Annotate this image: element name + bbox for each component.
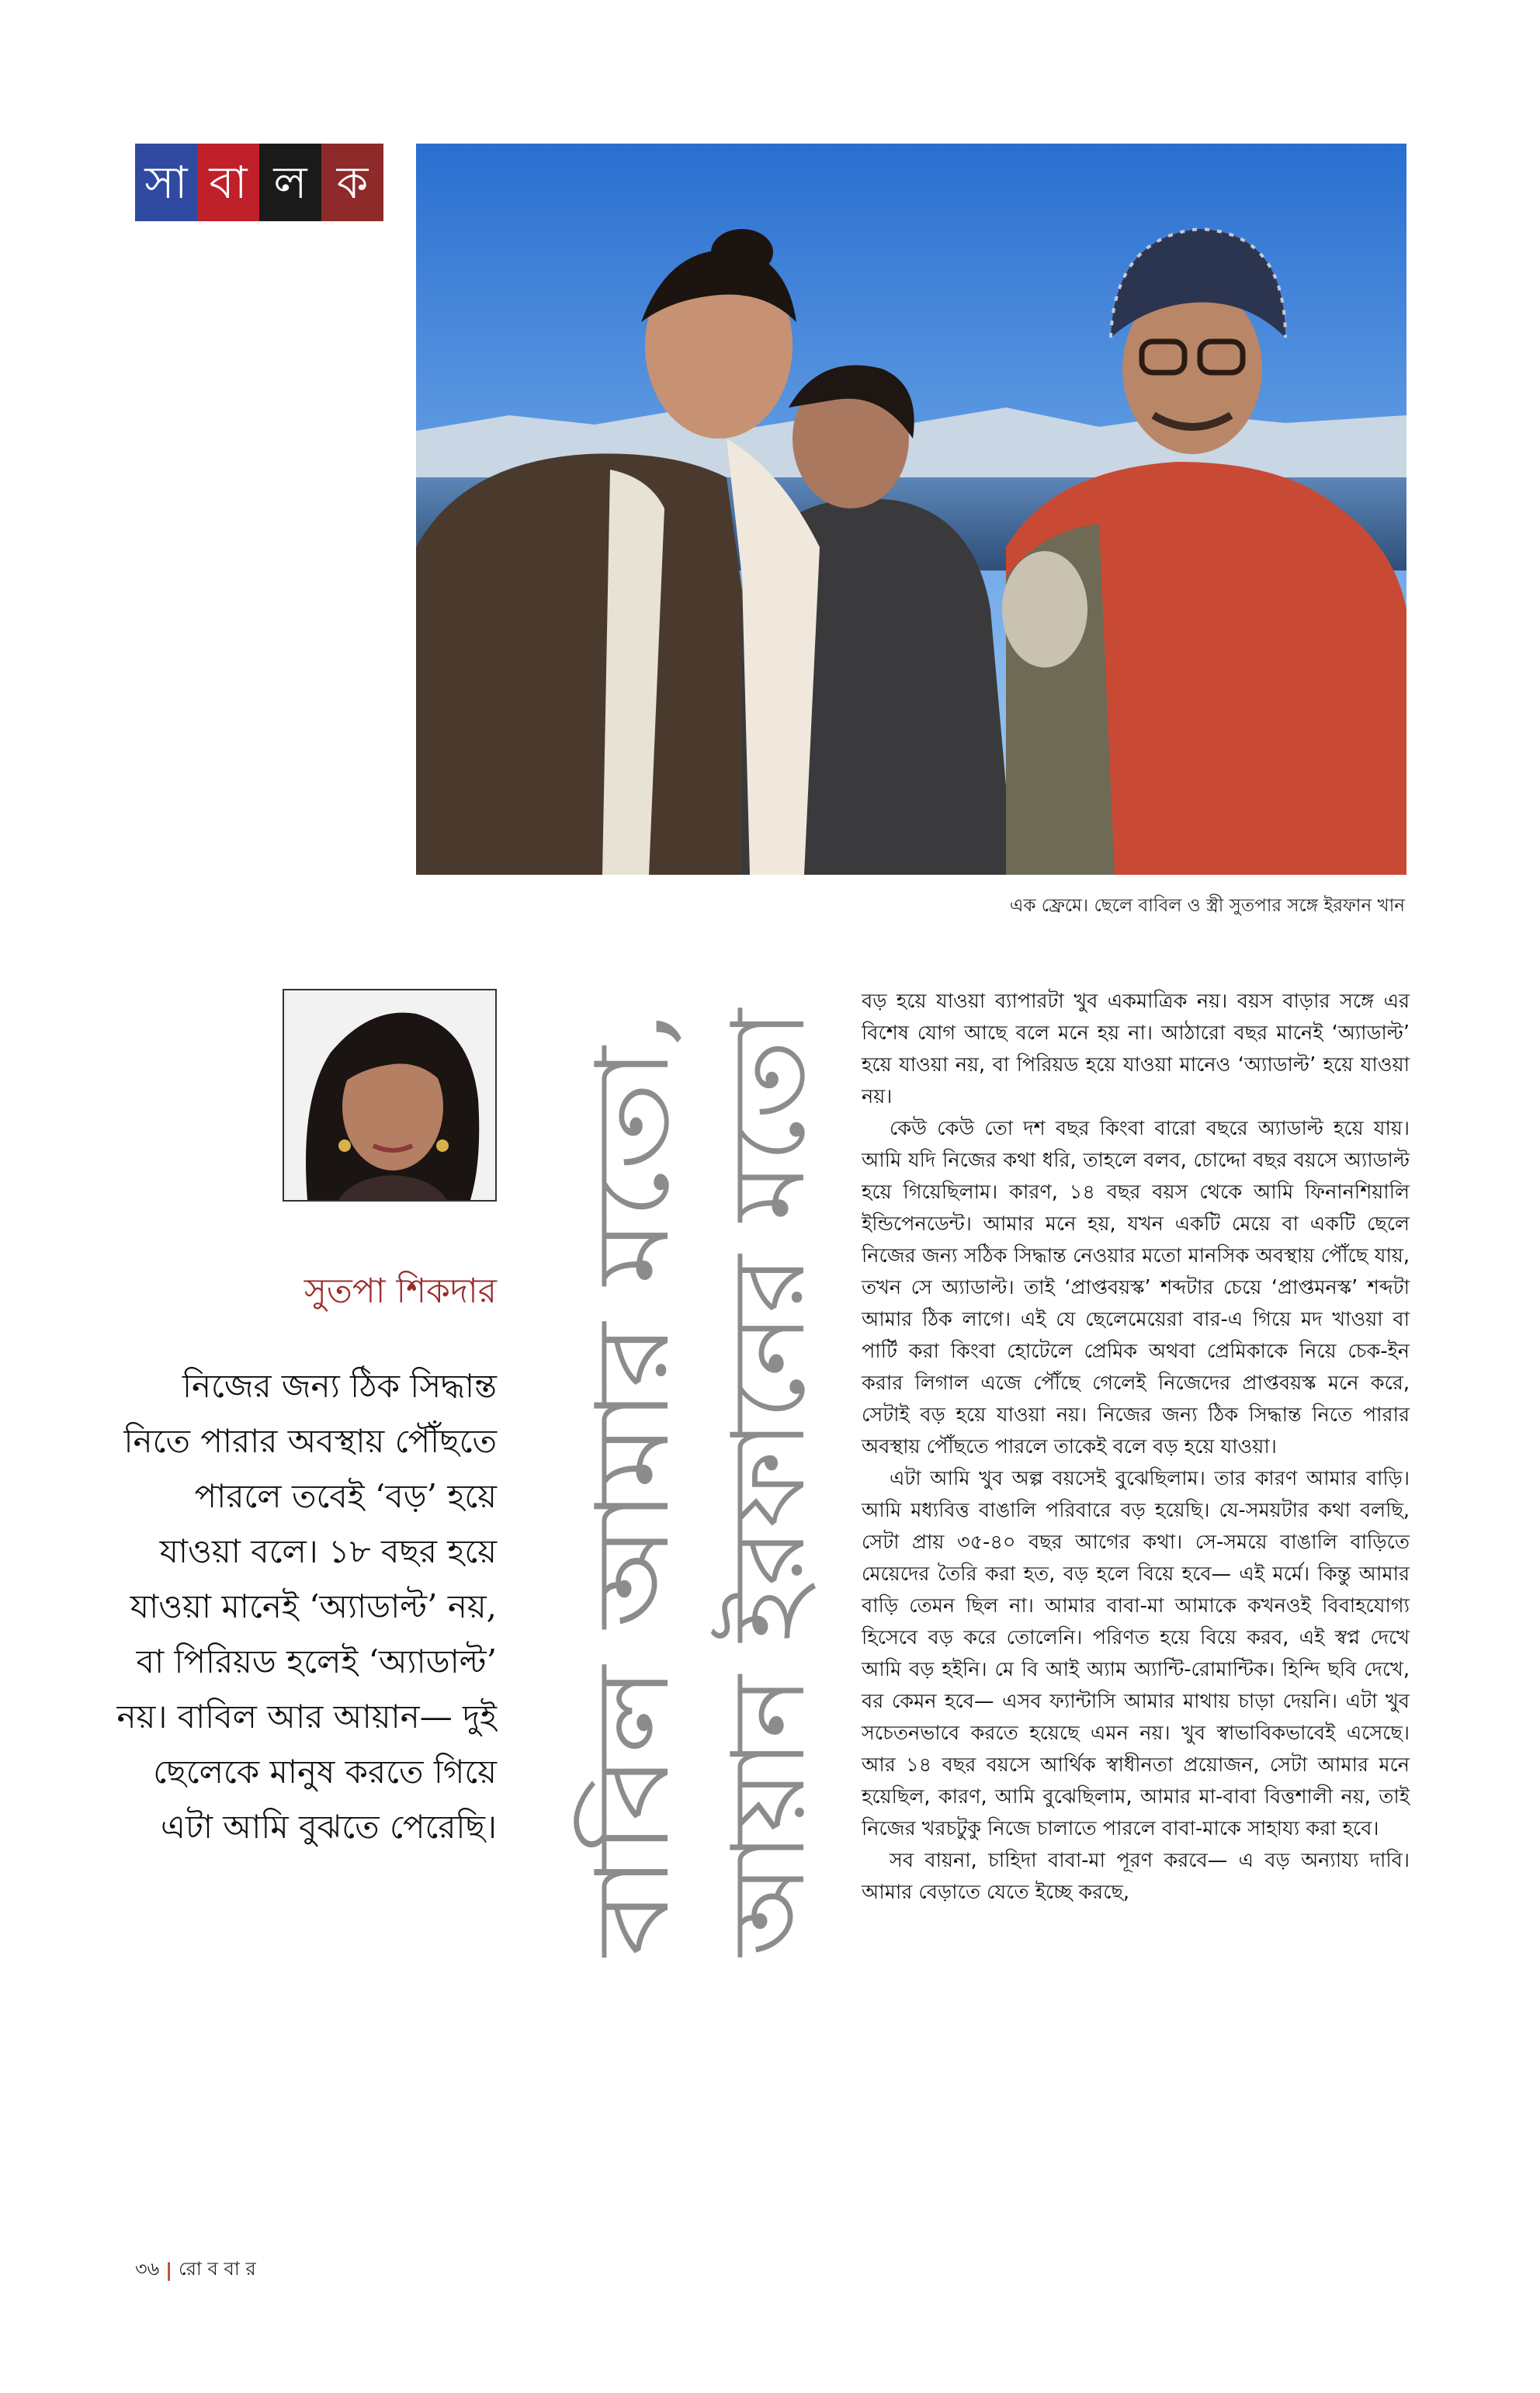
page-number: ৩৬: [135, 2258, 160, 2280]
headline-line-1: বাবিল আমার মতো,: [574, 1153, 692, 1956]
author-name: সুতপা শিকদার: [303, 1271, 497, 1311]
author-portrait-illustration: [284, 990, 495, 1200]
article-paragraph: সব বায়না, চাহিদা বাবা-মা পূরণ করবে— এ বড় অন্যায্য দাবি। আমার বেড়াতে যেতে ইচ্ছে করছে,: [862, 1849, 1410, 1904]
article-paragraph: বড় হয়ে যাওয়া ব্যাপারটা খুব একমাত্রিক নয়। বয়স বাড়ার সঙ্গে এর বিশেষ যোগ আছে বলে মনে হয় না। আঠারো বছর মানেই ‘অ্যাডাল্ট’ হয়ে যাওয়া নয়, বা পিরিয়ড হয়ে যাওয়া মানেও ‘অ্যাডাল্ট’ হয়ে যাওয়া নয়।: [862, 990, 1410, 1108]
page-footer: [135, 2255, 256, 2286]
author-photo: [283, 989, 497, 1202]
family-photo-illustration: [416, 144, 1406, 875]
footer-divider: |: [165, 2259, 172, 2281]
section-logo: [135, 144, 383, 221]
article-body: [862, 986, 1410, 1909]
main-photo: [416, 144, 1406, 875]
section-logo-letter: ল: [259, 144, 321, 221]
pull-quote: নিজের জন্য ঠিক সিদ্ধান্ত নিতে পারার অবস্থায় পৌঁছতে পারলে তবেই ‘বড়’ হয়ে যাওয়া বলে। ১৮ বছর হয়ে যাওয়া মানেই ‘অ্যাডাল্ট’ নয়, বা পিরিয়ড হলেই ‘অ্যাডাল্ট’ নয়। বাবিল আর আয়ান— দুই ছেলেকে মানুষ করতে গিয়ে এটা আমি বুঝতে পেরেছি।: [116, 1367, 497, 1846]
headline-line-2: আয়ান ইরফানের মতো: [709, 1056, 827, 1956]
magazine-name: রো ব বা র: [178, 2258, 256, 2280]
section-logo-letter: ক: [321, 144, 383, 221]
section-logo-letter: বা: [197, 144, 259, 221]
headline: [536, 986, 846, 1987]
section-logo-letter: সা: [135, 144, 197, 221]
photo-caption: এক ফ্রেমে। ছেলে বাবিল ও স্ত্রী সুতপার সঙ্গে ইরফান খান: [1009, 896, 1405, 916]
article-paragraph: এটা আমি খুব অল্প বয়সেই বুঝেছিলাম। তার কারণ আমার বাড়ি। আমি মধ্যবিত্ত বাঙালি পরিবারে বড় হয়েছি। যে-সময়টার কথা বলছি, সেটা প্রায় ৩৫-৪০ বছর আগের কথা। সে-সময়ে বাঙালি বাড়িতে মেয়েদের তৈরি করা হত, বড় হলে বিয়ে হবে— এই মর্মে। কিন্তু আমার বাড়ি তেমন ছিল না। আমার বাবা-মা আমাকে কখনওই বিবাহযোগ্য হিসেবে বড় করে তোলেনি। পরিণত হয়ে বিয়ে করব, এই স্বপ্ন দেখে আমি বড় হইনি। মে বি আই অ্যাম অ্যান্টি-রোমান্টিক। হিন্দি ছবি দেখে, বর কেমন হবে— এসব ফ্যান্টাসি আমার মাথায় চাড়া দেয়নি। এটা খুব সচেতনভাবে করতে হয়েছে এমন নয়। খুব স্বাভাবিকভাবেই এসেছে। আর ১৪ বছর বয়সে আর্থিক স্বাধীনতা প্রয়োজন, সেটা আমার মনে হয়েছিল, কারণ, আমি বুঝেছিলাম, আমার মা-বাবা বিত্তশালী নয়, তাই নিজের খরচটুকু নিজে চালাতে পারলে বাবা-মাকে সাহায্য করা হবে।: [862, 1467, 1410, 1840]
article-paragraph: কেউ কেউ তো দশ বছর কিংবা বারো বছরে অ্যাডাল্ট হয়ে যায়। আমি যদি নিজের কথা ধরি, তাহলে বলব, চোদ্দো বছর বয়সে অ্যাডাল্ট হয়ে গিয়েছিলাম। কারণ, ১৪ বছর বয়স থেকে আমি ফিনানশিয়ালি ইন্ডিপেনডেন্ট। আমার মনে হয়, যখন একটি মেয়ে বা একটি ছেলে নিজের জন্য সঠিক সিদ্ধান্ত নেওয়ার মতো মানসিক অবস্থায় পৌঁছে যায়, তখন সে অ্যাডাল্ট। তাই ‘প্রাপ্তবয়স্ক’ শব্দটার চেয়ে ‘প্রাপ্তমনস্ক’ শব্দটা আমার ঠিক লাগে। এই যে ছেলেমেয়েরা বার-এ গিয়ে মদ খাওয়া বা পার্টি করা কিংবা হোটেলে প্রেমিক অথবা প্রেমিকাকে নিয়ে চেক-ইন করার লিগাল এজে পৌঁছে গেলেই নিজেদের প্রাপ্তবয়স্ক মনে করে, সেটাই বড় হয়ে যাওয়া নয়। নিজের জন্য ঠিক সিদ্ধান্ত নিতে পারার অবস্থায় পৌঁছতে পারলে তাকেই বলে বড় হয়ে যাওয়া।: [862, 1117, 1410, 1458]
headline-vertical: [536, 986, 846, 1987]
